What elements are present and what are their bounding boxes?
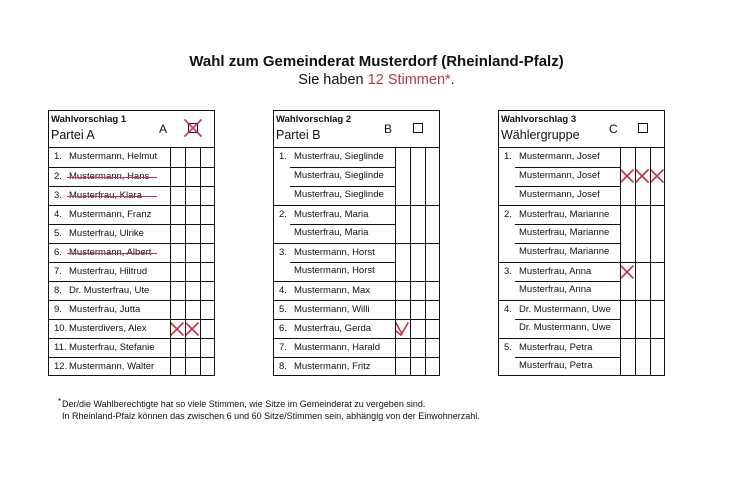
vote-column-divider — [395, 148, 396, 376]
candidate-name: Mustermann, Willi — [294, 304, 370, 315]
candidate-number: 1. — [279, 151, 287, 162]
candidate-number: 2. — [54, 171, 62, 182]
candidate-name: Musterfrau, Maria — [294, 209, 369, 220]
candidate-row[interactable] — [274, 300, 439, 319]
ballot-label: Wahlvorschlag 1 — [51, 114, 127, 125]
candidate-name: Dr. Musterfrau, Ute — [69, 285, 150, 296]
candidate-name: Musterfrau, Hiltrud — [69, 266, 148, 277]
footnote-marker: * — [58, 397, 62, 406]
candidate-row[interactable] — [274, 357, 439, 376]
sub-row-divider — [290, 262, 395, 263]
vote-column-divider — [635, 148, 636, 376]
candidate-row[interactable] — [49, 243, 214, 262]
vote-cross-mark — [394, 321, 410, 337]
candidate-name: Musterfrau, Klara — [69, 190, 142, 201]
candidate-row[interactable] — [49, 224, 214, 243]
candidate-name: Musterfrau, Marianne — [519, 209, 610, 220]
vote-cross-mark — [619, 168, 635, 184]
sub-row-divider — [515, 224, 620, 225]
candidate-row[interactable] — [274, 148, 439, 167]
candidate-name: Musterfrau, Maria — [294, 227, 369, 238]
candidate-name: Mustermann, Max — [294, 285, 371, 296]
candidate-list — [49, 148, 214, 376]
candidate-number: 4. — [54, 209, 62, 220]
candidate-name: Musterfrau, Petra — [519, 360, 593, 371]
sub-row-divider — [515, 243, 620, 244]
candidate-number: 10. — [54, 323, 68, 334]
vote-column-divider — [620, 148, 621, 376]
candidate-name: Musterfrau, Ulrike — [69, 228, 144, 239]
candidate-name: Mustermann, Horst — [294, 247, 375, 258]
candidate-name: Mustermann, Harald — [294, 342, 381, 353]
candidate-row[interactable] — [49, 281, 214, 300]
candidate-row[interactable] — [499, 186, 664, 205]
candidate-list — [499, 148, 664, 376]
vote-cross-mark — [184, 321, 200, 337]
candidate-number: 12. — [54, 361, 68, 372]
vote-column-divider — [425, 148, 426, 376]
sub-row-divider — [290, 167, 395, 168]
candidate-name: Musterfrau, Petra — [519, 342, 593, 353]
candidate-name: Mustermann, Helmut — [69, 151, 158, 162]
candidate-name: Musterfrau, Marianne — [519, 227, 610, 238]
candidate-number: 5. — [54, 228, 62, 239]
candidate-number: 6. — [54, 247, 62, 258]
candidate-row[interactable] — [49, 357, 214, 376]
candidate-name: Musterfrau, Sieglinde — [294, 189, 384, 200]
candidate-name: Musterfrau, Sieglinde — [294, 170, 384, 181]
candidate-number: 7. — [279, 342, 287, 353]
candidate-number: 11. — [54, 342, 67, 353]
vote-column-divider — [200, 148, 201, 376]
subtitle-prefix: Sie haben — [298, 72, 368, 88]
candidate-number: 4. — [504, 304, 512, 315]
candidate-name: Mustermann, Fritz — [294, 361, 371, 372]
candidate-row[interactable] — [499, 300, 664, 319]
candidate-name: Dr. Mustermann, Uwe — [519, 304, 611, 315]
candidate-row[interactable] — [499, 167, 664, 186]
candidate-row[interactable] — [49, 262, 214, 281]
sub-row-divider — [290, 186, 395, 187]
vote-cross-mark — [634, 168, 650, 184]
candidate-name: Musterdivers, Alex — [69, 323, 147, 334]
candidate-number: 3. — [279, 247, 287, 258]
votes-count-highlight: 12 Stimmen* — [367, 72, 451, 88]
candidate-number: 2. — [504, 209, 512, 220]
vote-cross-mark — [169, 321, 185, 337]
candidate-row[interactable] — [49, 338, 214, 357]
page-title: Wahl zum Gemeinderat Musterdorf (Rheinland-Pfalz) — [189, 53, 564, 70]
sub-row-divider — [290, 224, 395, 225]
ballot-label: Wahlvorschlag 3 — [501, 114, 577, 125]
candidate-row[interactable] — [274, 186, 439, 205]
candidate-name: Musterfrau, Stefanie — [69, 342, 155, 353]
ballot-header — [49, 111, 214, 148]
list-vote-checkbox[interactable] — [413, 123, 423, 133]
sub-row-divider — [515, 281, 620, 282]
candidate-row[interactable] — [499, 243, 664, 262]
candidate-row[interactable] — [49, 148, 214, 167]
list-letter: A — [159, 122, 168, 136]
candidate-number: 7. — [54, 266, 62, 277]
candidate-row[interactable] — [499, 357, 664, 376]
candidate-row[interactable] — [49, 300, 214, 319]
candidate-name: Musterfrau, Gerda — [294, 323, 372, 334]
footnote-line-2: In Rheinland-Pfalz können das zwischen 6 und 60 Sitze/Stimmen sein, abhängig von der Einwohnerzahl. — [62, 411, 480, 421]
party-name: Wählergruppe — [501, 128, 580, 142]
candidate-name: Musterfrau, Jutta — [69, 304, 141, 315]
candidate-name: Musterfrau, Anna — [519, 266, 592, 277]
candidate-row[interactable] — [274, 167, 439, 186]
subtitle-suffix: . — [450, 72, 455, 88]
footnote — [58, 397, 480, 422]
list-letter: C — [609, 122, 618, 136]
list-vote-checkbox[interactable] — [638, 123, 648, 133]
strike-through-mark — [67, 177, 157, 178]
candidate-number: 5. — [504, 342, 512, 353]
candidate-name: Mustermann, Franz — [69, 209, 152, 220]
candidate-row[interactable] — [49, 186, 214, 205]
candidate-name: Musterfrau, Anna — [519, 284, 592, 295]
list-vote-cross-mark — [183, 118, 203, 138]
page-subtitle — [0, 72, 753, 88]
candidate-name: Mustermann, Josef — [519, 189, 600, 200]
vote-cross-mark — [619, 264, 635, 280]
candidate-row[interactable] — [499, 281, 664, 300]
candidate-row[interactable] — [274, 205, 439, 224]
candidate-row[interactable] — [274, 319, 439, 338]
sub-row-divider — [515, 167, 620, 168]
candidate-name: Mustermann, Josef — [519, 151, 600, 162]
candidate-number: 1. — [54, 151, 62, 162]
ballot-list-2 — [273, 110, 440, 376]
ballot-list-1 — [48, 110, 215, 376]
candidate-row[interactable] — [499, 148, 664, 167]
candidate-row[interactable] — [499, 319, 664, 338]
candidate-number: 9. — [54, 304, 62, 315]
candidate-row[interactable] — [274, 281, 439, 300]
candidate-row[interactable] — [274, 338, 439, 357]
sub-row-divider — [515, 357, 620, 358]
strike-through-mark — [67, 196, 157, 197]
vote-column-divider — [185, 148, 186, 376]
candidate-list — [274, 148, 439, 376]
candidate-name: Musterfrau, Sieglinde — [294, 151, 384, 162]
strike-through-mark — [67, 253, 157, 254]
candidate-number: 4. — [279, 285, 287, 296]
vote-column-divider — [170, 148, 171, 376]
vote-column-divider — [650, 148, 651, 376]
candidate-number: 6. — [279, 323, 287, 334]
sub-row-divider — [515, 186, 620, 187]
candidate-name: Mustermann, Hans — [69, 171, 150, 182]
candidate-name: Musterfrau, Marianne — [519, 246, 610, 257]
list-letter: B — [384, 122, 393, 136]
candidate-name: Mustermann, Horst — [294, 265, 375, 276]
candidate-row[interactable] — [274, 224, 439, 243]
candidate-row[interactable] — [49, 319, 214, 338]
vote-cross-mark — [649, 168, 665, 184]
candidate-row[interactable] — [499, 224, 664, 243]
footnote-line-1: Der/die Wahlberechtigte hat so viele Stimmen, wie Sitze im Gemeinderat zu vergeben sind. — [62, 399, 426, 409]
candidate-row[interactable] — [499, 205, 664, 224]
candidate-number: 5. — [279, 304, 287, 315]
candidate-number: 8. — [54, 285, 62, 296]
candidate-row[interactable] — [274, 262, 439, 281]
candidate-name: Mustermann, Josef — [519, 170, 600, 181]
candidate-number: 3. — [504, 266, 512, 277]
candidate-number: 2. — [279, 209, 287, 220]
candidate-name: Mustermann, Walter — [69, 361, 155, 372]
candidate-name: Mustermann, Albert — [69, 247, 152, 258]
ballot-list-3 — [498, 110, 665, 376]
candidate-row[interactable] — [499, 262, 664, 281]
ballot-header — [499, 111, 664, 148]
candidate-number: 3. — [54, 190, 62, 201]
candidate-name: Dr. Mustermann, Uwe — [519, 322, 611, 333]
sub-row-divider — [515, 319, 620, 320]
ballot-label: Wahlvorschlag 2 — [276, 114, 352, 125]
vote-column-divider — [410, 148, 411, 376]
candidate-row[interactable] — [499, 338, 664, 357]
candidate-number: 1. — [504, 151, 512, 162]
candidate-number: 8. — [279, 361, 287, 372]
party-name: Partei A — [51, 128, 95, 142]
candidate-row[interactable] — [274, 243, 439, 262]
candidate-row[interactable] — [49, 167, 214, 186]
ballot-header — [274, 111, 439, 148]
party-name: Partei B — [276, 128, 321, 142]
candidate-row[interactable] — [49, 205, 214, 224]
